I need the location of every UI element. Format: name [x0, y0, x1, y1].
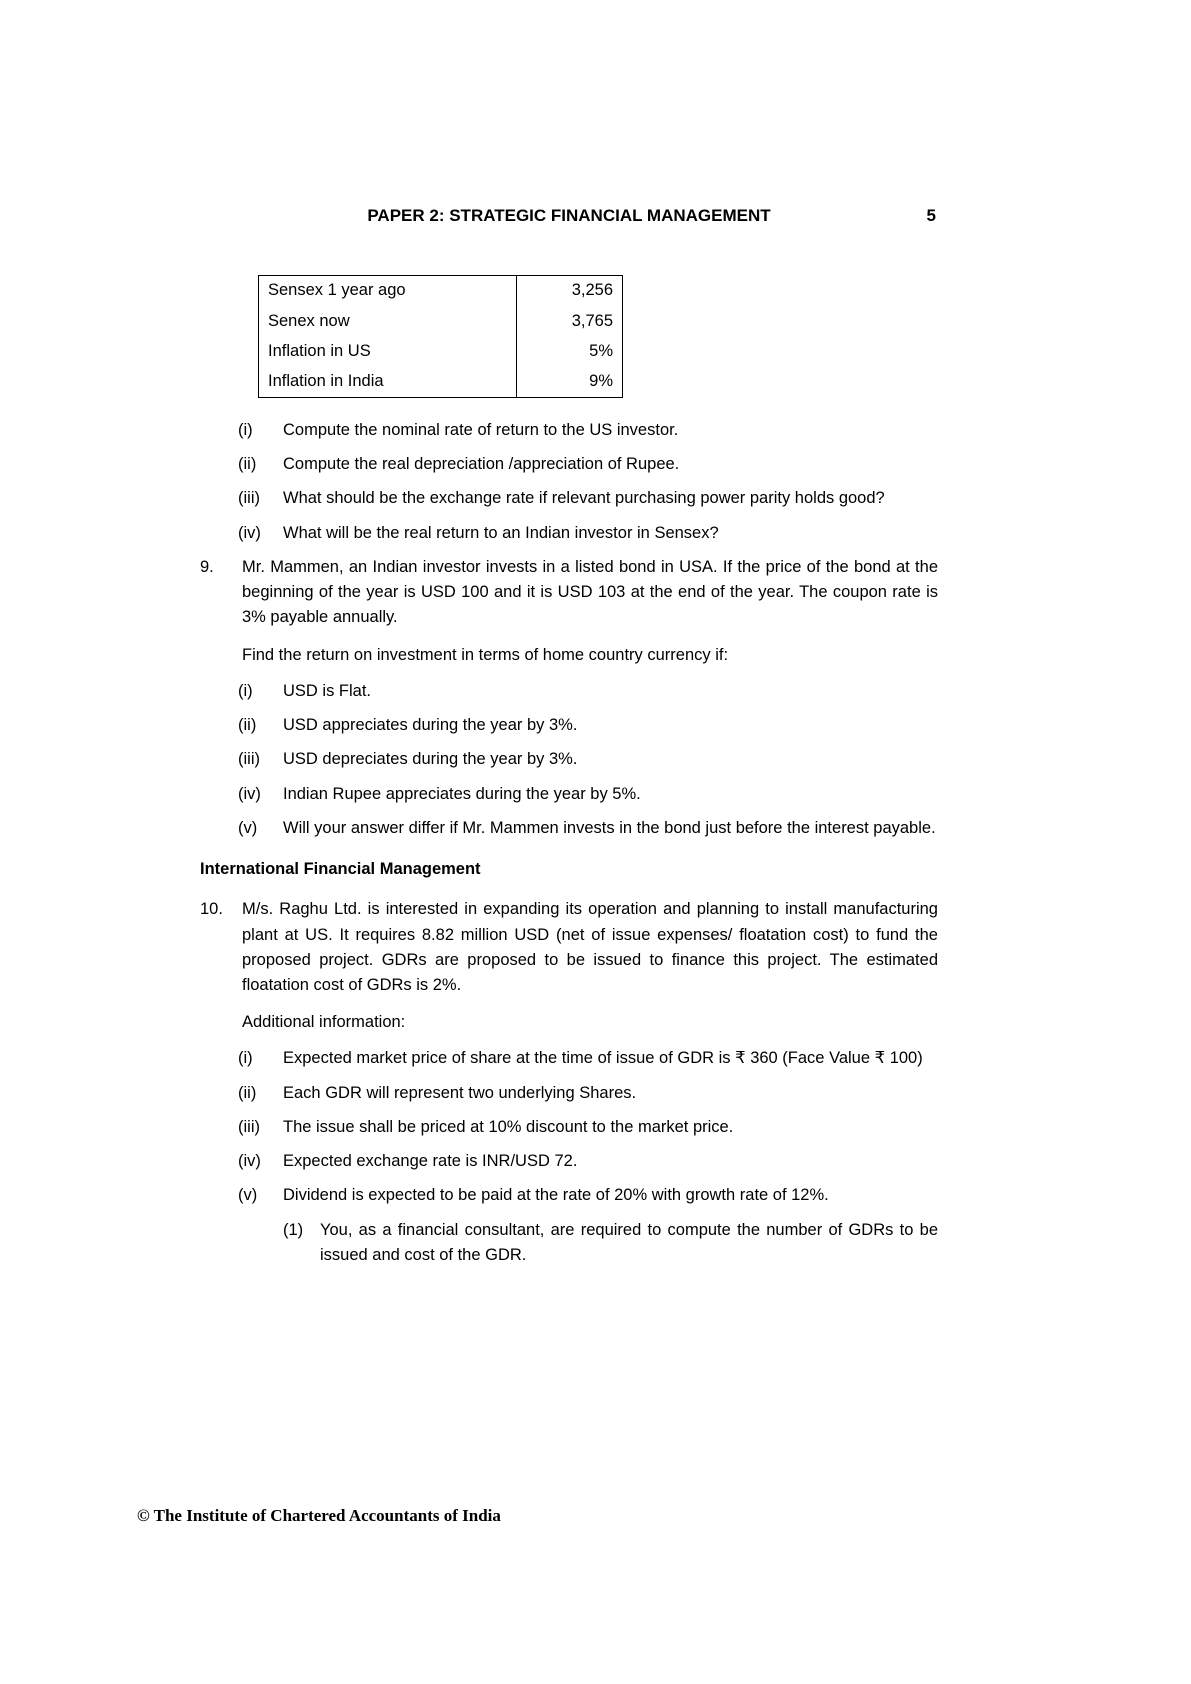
sensex-inflation-table [258, 275, 623, 398]
question-subpart [283, 1218, 938, 1268]
part-text: Each GDR will represent two underlying Shares. [283, 1083, 637, 1102]
question-part [238, 1081, 938, 1106]
question-part [238, 679, 938, 704]
question-10-parts [200, 1046, 938, 1268]
part-marker: (i) [238, 1049, 253, 1068]
part-marker: (ii) [238, 455, 257, 474]
question-number: 10. [200, 900, 223, 919]
question-part [238, 747, 938, 772]
part-marker: (iv) [238, 523, 261, 542]
section-heading: International Financial Management [200, 860, 481, 879]
part-marker: (i) [238, 681, 253, 700]
part-text: USD depreciates during the year by 3%. [283, 750, 578, 769]
part-marker: (v) [238, 818, 258, 837]
part-marker: (i) [238, 421, 253, 439]
part-text: Compute the real depreciation /appreciation of Rupee. [283, 455, 680, 474]
table-cell-value: 3,765 [517, 306, 623, 337]
part-text: Expected market price of share at the time of issue of GDR is ₹ 360 (Face Value ₹ 100) [283, 1049, 923, 1068]
table-row [259, 306, 623, 337]
part-text: Expected exchange rate is INR/USD 72. [283, 1152, 578, 1171]
question-part [238, 816, 938, 841]
page-title: PAPER 2: STRATEGIC FINANCIAL MANAGEMENT [367, 206, 771, 225]
part-text: What should be the exchange rate if relevant purchasing power parity holds good? [283, 489, 885, 508]
question-10 [200, 897, 938, 998]
part-marker: (iii) [238, 1117, 260, 1136]
part-marker: (iii) [238, 750, 260, 769]
table-row [259, 337, 623, 368]
question-part [238, 486, 938, 511]
question-part [238, 521, 938, 546]
table-cell-label: Sensex 1 year ago [268, 281, 406, 300]
part-marker: (iii) [238, 489, 260, 508]
part-marker: (ii) [238, 1083, 257, 1102]
part-text: Will your answer differ if Mr. Mammen invests in the bond just before the interest payable. [283, 818, 936, 837]
question-part [238, 1115, 938, 1140]
page-number: 5 [926, 206, 936, 225]
table-cell-value: 9% [517, 367, 623, 398]
question-intro: Mr. Mammen, an Indian investor invests in a listed bond in USA. If the price of the bond at the beginning of the year is USD 100 and it is USD 103 at the end of the year. The coupon rate is 3% payable annually. [242, 557, 938, 627]
table-cell-label: Inflation in US [268, 342, 371, 361]
question-9-parts [200, 679, 938, 841]
part-marker: (iv) [238, 1152, 261, 1171]
part-text: What will be the real return to an Indian investor in Sensex? [283, 523, 719, 542]
question-part [238, 1183, 938, 1208]
table-cell-value: 3,256 [517, 276, 623, 307]
table-row [259, 276, 623, 307]
question-9-lead: Find the return on investment in terms of home country currency if: [242, 645, 729, 664]
subpart-text: You, as a financial consultant, are required to compute the number of GDRs to be issued and cost of the GDR. [320, 1220, 938, 1264]
part-marker: (ii) [238, 716, 257, 735]
subpart-marker: (1) [283, 1220, 304, 1239]
question-9 [200, 555, 938, 631]
question-part [238, 713, 938, 738]
part-marker: (iv) [238, 784, 261, 803]
question-number: 9. [200, 557, 214, 576]
question-10-lead: Additional information: [242, 1013, 406, 1032]
table-cell-label: Inflation in India [268, 372, 384, 391]
question-part [238, 1046, 938, 1071]
table-cell-label: Senex now [268, 311, 350, 330]
part-text: Dividend is expected to be paid at the rate of 20% with growth rate of 12%. [283, 1186, 829, 1205]
part-text: The issue shall be priced at 10% discount to the market price. [283, 1117, 734, 1136]
part-text: Indian Rupee appreciates during the year by 5%. [283, 784, 641, 803]
part-text: USD is Flat. [283, 681, 372, 700]
part-text: Compute the nominal rate of return to the US investor. [283, 421, 679, 439]
page-content [200, 203, 938, 1277]
question-part [238, 452, 938, 477]
page-header [200, 203, 938, 229]
question-8-parts [200, 418, 938, 546]
footer-copyright: © The Institute of Chartered Accountants of India [137, 1506, 501, 1525]
table-row [259, 367, 623, 398]
question-part [238, 782, 938, 807]
table-cell-value: 5% [517, 337, 623, 368]
question-intro: M/s. Raghu Ltd. is interested in expanding its operation and planning to install manufacturing plant at US. It requires 8.82 million USD (net of issue expenses/ floatation cost) to fund the proposed project. GDRs are proposed to be issued to finance this project. The estimated floatation cost of GDRs is 2%. [242, 900, 938, 994]
part-marker: (v) [238, 1186, 258, 1205]
part-text: USD appreciates during the year by 3%. [283, 716, 578, 735]
question-part [238, 418, 938, 443]
question-part [238, 1149, 938, 1174]
